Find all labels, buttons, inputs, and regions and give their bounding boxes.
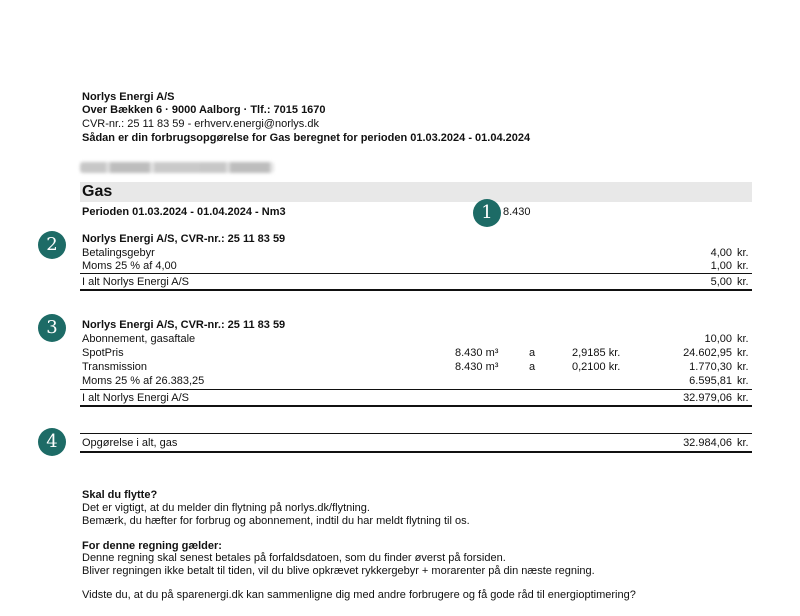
section3-row-label: Transmission	[82, 361, 147, 373]
section3-row-amount: 24.602,95	[683, 347, 732, 359]
section3-row-unit: kr.	[737, 375, 749, 387]
section2-title: Norlys Energi A/S, CVR-nr.: 25 11 83 59	[82, 233, 286, 245]
energy-tip: Vidste du, at du på sparenergi.dk kan sammenligne dig med andre forbrugere og få gode råd til energioptimering?	[82, 589, 636, 601]
section3-row-qty: 8.430 m³	[455, 347, 499, 359]
section3-row-qty: 8.430 m³	[455, 361, 499, 373]
bill-heading: For denne regning gælder:	[82, 540, 222, 552]
company-name: Norlys Energi A/S	[82, 91, 175, 103]
redacted-customer-info	[80, 162, 274, 173]
section2-subtotal-line	[80, 273, 752, 274]
section4-unit: kr.	[737, 437, 749, 449]
section4-bottom-line	[80, 451, 752, 453]
section2-row-unit: kr.	[737, 247, 749, 259]
section3-total-line	[80, 405, 752, 407]
section2-row-label: Betalingsgebyr	[82, 247, 155, 259]
section3-row-amount: 6.595,81	[689, 375, 732, 387]
marker-badge-4: 4	[38, 428, 66, 456]
section2-total-unit: kr.	[737, 276, 749, 288]
gas-period: Perioden 01.03.2024 - 01.04.2024 - Nm3	[82, 206, 286, 218]
section3-total-label: I alt Norlys Energi A/S	[82, 392, 189, 404]
section3-title: Norlys Energi A/S, CVR-nr.: 25 11 83 59	[82, 319, 286, 331]
summary-heading: Sådan er din forbrugsopgørelse for Gas beregnet for perioden 01.03.2024 - 01.04.2024	[82, 132, 531, 144]
section2-total-line	[80, 289, 752, 291]
section3-row-price: 0,2100 kr.	[572, 361, 621, 373]
marker-badge-2: 2	[38, 231, 66, 259]
section2-row-label: Moms 25 % af 4,00	[82, 260, 177, 272]
move-heading: Skal du flytte?	[82, 489, 158, 501]
section4-top-line	[80, 433, 752, 434]
section3-total-unit: kr.	[737, 392, 749, 404]
section3-row-unit: kr.	[737, 347, 749, 359]
move-text-2: Bemærk, du hæfter for forbrug og abonnement, indtil du har meldt flytning til os.	[82, 515, 470, 527]
section3-row-label: SpotPris	[82, 347, 124, 359]
section3-row-label: Moms 25 % af 26.383,25	[82, 375, 205, 387]
gas-header-bar	[80, 182, 752, 202]
section3-row-label: Abonnement, gasaftale	[82, 333, 196, 345]
section2-total-label: I alt Norlys Energi A/S	[82, 276, 189, 288]
bill-text-2: Bliver regningen ikke betalt til tiden, vil du blive opkrævet rykkergebyr + morarenter på din næste regning.	[82, 565, 595, 577]
section2-row-amount: 1,00	[710, 260, 732, 272]
section3-row-amount: 10,00	[704, 333, 732, 345]
move-text-1: Det er vigtigt, at du melder din flytning på norlys.dk/flytning.	[82, 502, 370, 514]
section2-row-unit: kr.	[737, 260, 749, 272]
section3-total-amount: 32.979,06	[683, 392, 732, 404]
section2-total-amount: 5,00	[710, 276, 732, 288]
gas-consumption: 8.430	[503, 206, 531, 218]
section3-row-a: a	[529, 361, 536, 373]
section3-row-a: a	[529, 347, 536, 359]
section3-row-unit: kr.	[737, 333, 749, 345]
section3-subtotal-line	[80, 389, 752, 390]
company-address: Over Bækken 6 · 9000 Aalborg · Tlf.: 7015 1670	[82, 104, 326, 116]
company-cvr-email: CVR-nr.: 25 11 83 59 - erhverv.energi@norlys.dk	[82, 118, 319, 130]
bill-text-1: Denne regning skal senest betales på forfaldsdatoen, som du finder øverst på forsiden.	[82, 552, 506, 564]
section3-row-price: 2,9185 kr.	[572, 347, 621, 359]
gas-title: Gas	[82, 183, 113, 200]
marker-badge-3: 3	[38, 314, 66, 342]
section2-row-amount: 4,00	[710, 247, 732, 259]
section3-row-unit: kr.	[737, 361, 749, 373]
section4-amount: 32.984,06	[683, 437, 732, 449]
section4-label: Opgørelse i alt, gas	[82, 437, 178, 449]
section3-row-amount: 1.770,30	[689, 361, 732, 373]
marker-badge-1: 1	[473, 199, 501, 227]
